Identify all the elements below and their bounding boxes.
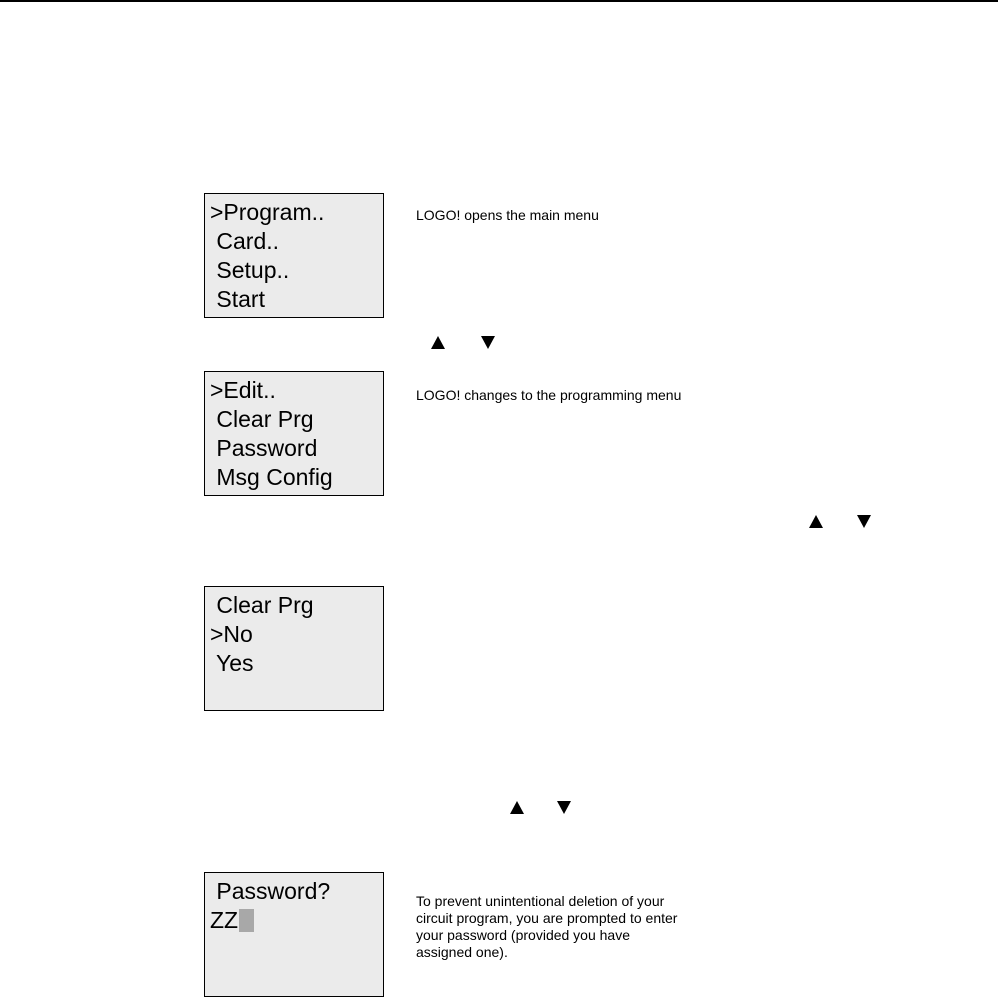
- description-text: LOGO! changes to the programming menu: [416, 387, 682, 403]
- up-arrow-key-icon: [431, 336, 445, 349]
- password-entry-text: ZZ: [210, 907, 239, 933]
- description-text: assigned one).: [416, 944, 508, 960]
- lcd-display-password-prompt: [204, 872, 384, 997]
- lcd-line: Clear Prg: [210, 592, 314, 618]
- lcd-line: Password: [210, 435, 318, 461]
- lcd-display-main-menu: [204, 193, 384, 318]
- step-description: [416, 387, 681, 404]
- lcd-line: Yes: [210, 650, 254, 676]
- up-arrow-key-icon: [809, 515, 823, 528]
- lcd-line-with-cursor: [210, 906, 383, 935]
- step-description: [416, 207, 599, 224]
- description-text: LOGO! opens the main menu: [416, 207, 599, 223]
- lcd-display-programming-menu: [204, 371, 384, 496]
- lcd-line: [210, 935, 383, 964]
- step-description: [416, 893, 677, 961]
- lcd-line: Start: [210, 286, 265, 312]
- lcd-line: Card..: [210, 228, 280, 254]
- lcd-line: >Program..: [210, 199, 325, 225]
- description-text: circuit program, you are prompted to enter: [416, 910, 678, 926]
- down-arrow-key-icon: [557, 801, 571, 814]
- lcd-line: Setup..: [210, 257, 290, 283]
- up-arrow-key-icon: [510, 801, 524, 814]
- lcd-display-clear-prg: [204, 586, 384, 711]
- lcd-line: [210, 964, 383, 993]
- down-arrow-key-icon: [857, 515, 871, 528]
- lcd-line: Msg Config: [210, 464, 333, 490]
- description-text: your password (provided you have: [416, 927, 631, 943]
- down-arrow-key-icon: [481, 336, 495, 349]
- lcd-line: Clear Prg: [210, 406, 314, 432]
- lcd-line: >Edit..: [210, 377, 276, 403]
- lcd-line: [210, 678, 383, 707]
- lcd-line: >No: [210, 621, 253, 647]
- text-cursor: [239, 909, 254, 932]
- page-top-rule: [0, 0, 998, 2]
- description-text: To prevent unintentional deletion of your: [416, 893, 665, 909]
- lcd-line: Password?: [210, 878, 331, 904]
